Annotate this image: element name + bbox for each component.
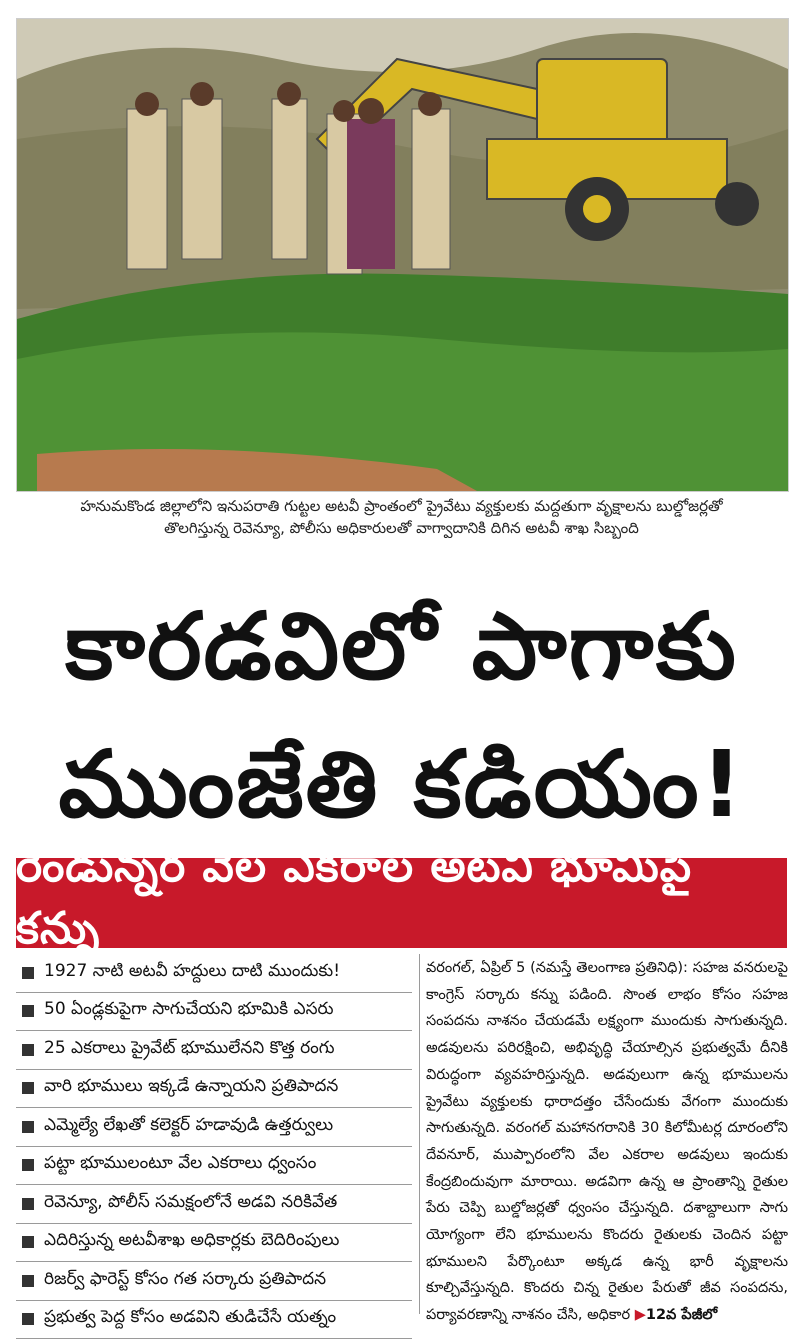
list-item-text: ప్రభుత్వ పెద్ద కోసం అడవిని తుడిచేసే యత్నం: [44, 1307, 336, 1331]
subheadline-banner: [16, 858, 787, 948]
square-bullet-icon: [22, 1198, 34, 1210]
square-bullet-icon: [22, 1275, 34, 1287]
news-photo: [16, 18, 789, 492]
list-item: [16, 1185, 412, 1224]
square-bullet-icon: [22, 967, 34, 979]
square-bullet-icon: [22, 1236, 34, 1248]
list-item: [16, 1070, 412, 1109]
headline-line-2: ముంజేతి కడియం!: [16, 730, 787, 840]
square-bullet-icon: [22, 1044, 34, 1056]
square-bullet-icon: [22, 1313, 34, 1325]
list-item-text: రెవెన్యూ, పోలీస్ సమక్షంలోనే అడవి నరికివేత: [44, 1192, 337, 1216]
square-bullet-icon: [22, 1159, 34, 1171]
column-divider: [419, 954, 420, 1314]
list-item: [16, 1262, 412, 1301]
list-item-text: 50 ఏండ్లకుపైగా సాగుచేయని భూమికి ఎసరు: [44, 999, 334, 1023]
list-item-text: వారి భూములు ఇక్కడే ఉన్నాయని ప్రతిపాదన: [44, 1076, 338, 1100]
list-item: [16, 1108, 412, 1147]
list-item: [16, 993, 412, 1032]
article-text: వరంగల్, ఏప్రిల్ 5 (నమస్తే తెలంగాణ ప్రతినిధి): సహజ వనరులపై కాంగ్రెస్ సర్కారు కన్ను పడింది. సొంత లాభం కోసం సహజ సంపదను నాశనం చేయడమే లక్ష్యంగా ముందుకు సాగుతున్నది. అడవులను పరిరక్షించి, అభివృద్ధి చేయాల్సిన ప్రభుత్వమే దీనికి విరుద్ధంగా వ్యవహరిస్తున్నది. అడవులుగా ఉన్న భూములను ప్రైవేటు వ్యక్తులకు ధారాదత్తం చేసేందుకు వేగంగా ముందుకు సాగుతున్నది. వరంగల్ మహానగరానికి 30 కిలోమీటర్ల దూరంలోని దేవనూర్, ముప్పారంలోని వేల ఎకరాల అడవులు ఇందుకు కేంద్రబిందువుగా మారాయి. అడవిగా ఉన్న ఆ ప్రాంతాన్ని రైతుల పేరు చెప్పి బుల్డోజర్లతో ధ్వంసం చేస్తున్నది. దశాబ్దాలుగా సాగు యోగ్యంగా లేని భూములను కొందరు రైతులకు చెందిన పట్టా భూములని పేర్కొంటూ అక్కడ ఉన్న భారీ వృక్షాలను కూల్చివేస్తున్నది. కొందరు చిన్న రైతుల పేరుతో జీవ సంపదను, పర్యావరణాన్ని నాశనం చేసి, అధికార: [426, 960, 788, 1323]
article-body: [426, 955, 788, 1329]
list-item: [16, 954, 412, 993]
photo-caption: [16, 495, 787, 539]
list-item-text: రిజర్వ్ ఫారెస్ట్ కోసం గత సర్కారు ప్రతిపాదన: [44, 1269, 326, 1293]
list-item: [16, 1301, 412, 1339]
list-item: [16, 1147, 412, 1186]
list-item: [16, 1224, 412, 1263]
continued-marker: [635, 1307, 718, 1323]
banner-text: రెండున్నర వేల ఎకరాల అటవీ భూమిపై కన్ను: [16, 841, 787, 965]
play-arrow-icon: ▶: [635, 1307, 646, 1323]
list-item: [16, 1031, 412, 1070]
list-item-text: 1927 నాటి అటవీ హద్దులు దాటి ముందుకు!: [44, 961, 340, 985]
bullet-list: [16, 954, 412, 1339]
list-item-text: 25 ఎకరాలు ప్రైవేట్ భూములేనని కొత్త రంగు: [44, 1038, 335, 1062]
continued-text: 12వ పేజీలో: [646, 1307, 717, 1323]
caption-line-2: తొలగిస్తున్న రెవెన్యూ, పోలీసు అధికారులతో వాగ్వాదానికి దిగిన అటవీ శాఖ సిబ్బంది: [16, 517, 787, 539]
photo-forest-bulldozer-icon: [17, 19, 788, 491]
square-bullet-icon: [22, 1082, 34, 1094]
list-item-text: ఎదిరిస్తున్న అటవీశాఖ అధికార్లకు బెదిరింపులు: [44, 1230, 339, 1254]
square-bullet-icon: [22, 1005, 34, 1017]
headline-line-1: కారడవిలో పాగాకు: [16, 592, 787, 702]
caption-line-1: హనుమకొండ జిల్లాలోని ఇనుపరాతి గుట్టల అటవీ ప్రాంతంలో ప్రైవేటు వ్యక్తులకు మద్దతుగా వృక్షాలను బుల్డోజర్లతో: [16, 495, 787, 517]
list-item-text: ఎమ్మెల్యే లేఖతో కలెక్టర్ హడావుడి ఉత్తర్వులు: [44, 1115, 333, 1139]
list-item-text: పట్టా భూములంటూ వేల ఎకరాలు ధ్వంసం: [44, 1153, 316, 1177]
square-bullet-icon: [22, 1121, 34, 1133]
